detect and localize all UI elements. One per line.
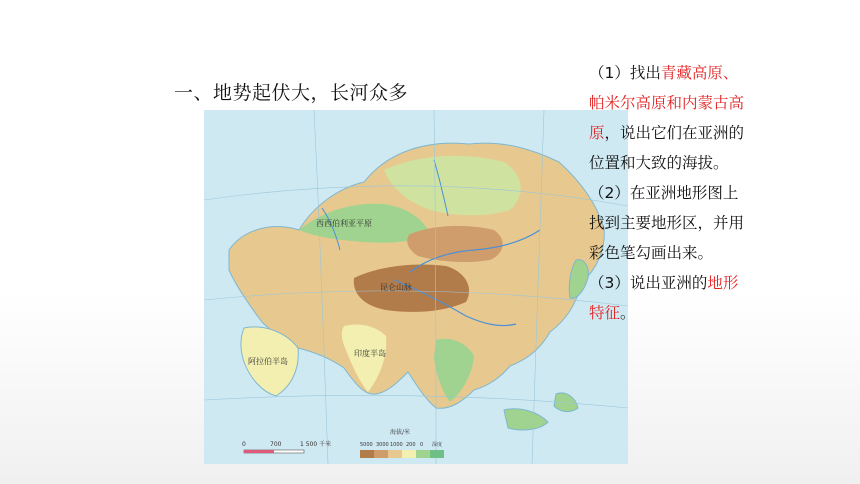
map-label-india: 印度半岛 bbox=[354, 349, 386, 358]
legend-title: 海拔/米 bbox=[390, 429, 411, 436]
task-1-suffix: ，说出它们在亚洲的位置和大致的海拔。 bbox=[589, 124, 745, 172]
section-heading: 一、地势起伏大，长河众多 bbox=[174, 82, 409, 104]
map-label-plateau: 昆仑山脉 bbox=[380, 283, 412, 292]
legend-level-5000: 5000 bbox=[360, 442, 373, 448]
map-label-siberia: 西西伯利亚平原 bbox=[316, 219, 372, 228]
task-3 bbox=[589, 268, 749, 328]
legend-level-depth: 深度 bbox=[432, 442, 443, 448]
asia-topographic-map bbox=[204, 110, 628, 464]
map-image bbox=[204, 110, 628, 464]
map-label-arabia: 阿拉伯半岛 bbox=[248, 357, 288, 366]
legend-level-200: 200 bbox=[406, 442, 416, 448]
scale-tick-0: 0 bbox=[242, 441, 246, 448]
legend-level-0: 0 bbox=[420, 442, 424, 448]
task-3-highlight: 地形特征 bbox=[589, 274, 739, 322]
task-panel bbox=[589, 58, 749, 328]
legend-level-1000: 1000 bbox=[390, 442, 403, 448]
task-3-prefix: （3）说出亚洲的 bbox=[589, 274, 708, 292]
task-1-highlight: 青藏高原、帕米尔高原和内蒙古高原 bbox=[589, 64, 745, 142]
legend-level-3000: 3000 bbox=[376, 442, 389, 448]
task-2: （2）在亚洲地形图上找到主要地形区，并用彩色笔勾画出来。 bbox=[589, 184, 745, 262]
task-1 bbox=[589, 58, 749, 178]
scale-tick-2: 1 500 千米 bbox=[300, 441, 332, 448]
task-3-suffix: 。 bbox=[620, 304, 636, 322]
task-1-prefix: （1）找出 bbox=[589, 64, 661, 82]
scale-tick-1: 700 bbox=[270, 441, 282, 448]
